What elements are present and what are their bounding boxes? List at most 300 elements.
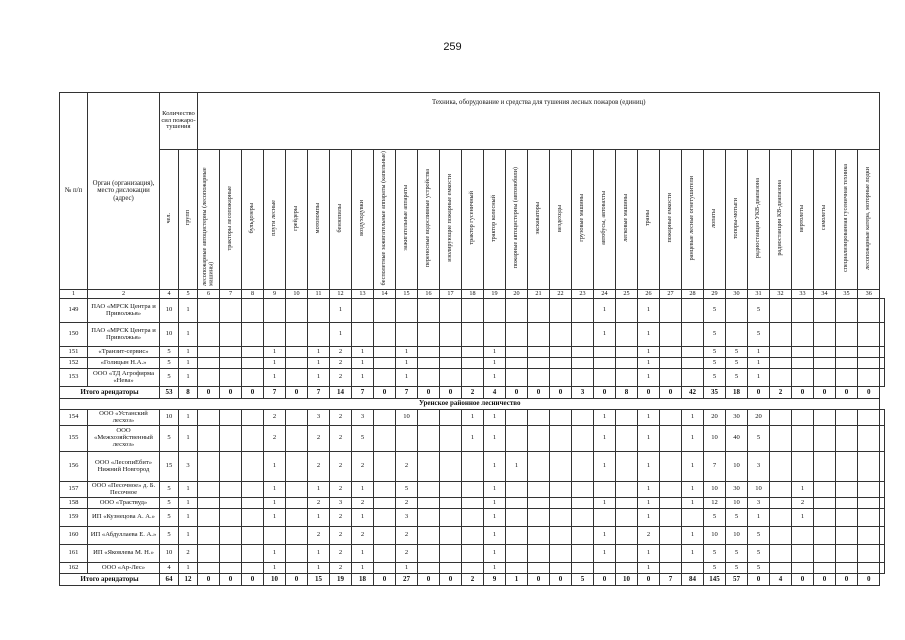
table-cell bbox=[550, 509, 572, 527]
table-cell bbox=[814, 358, 836, 369]
organization-name: ООО «Межхозяйственный лесхоз» bbox=[88, 426, 160, 452]
table-cell bbox=[242, 545, 264, 563]
header-equipment-col: радиостанции КВ-диапазона bbox=[770, 150, 792, 290]
total-cell: 0 bbox=[418, 574, 440, 586]
table-cell bbox=[418, 299, 440, 323]
table-cell: 2 bbox=[330, 426, 352, 452]
table-cell: 1 bbox=[638, 299, 660, 323]
table-cell bbox=[814, 527, 836, 545]
row-number: 149 bbox=[60, 299, 88, 323]
table-cell bbox=[242, 452, 264, 482]
table-cell bbox=[440, 358, 462, 369]
table-row bbox=[60, 482, 885, 498]
table-cell bbox=[792, 527, 814, 545]
table-cell bbox=[770, 527, 792, 545]
table-cell: 2 bbox=[308, 452, 330, 482]
total-cell: 9 bbox=[484, 574, 506, 586]
table-cell bbox=[550, 323, 572, 347]
table-cell: 2 bbox=[330, 482, 352, 498]
header-equipment-col: зажигательные аппараты bbox=[396, 150, 418, 290]
total-cell: 7 bbox=[660, 574, 682, 586]
table-cell bbox=[506, 323, 528, 347]
table-cell: 2 bbox=[792, 498, 814, 509]
section-title: Уренское районное лесничество bbox=[60, 399, 880, 410]
table-cell bbox=[792, 452, 814, 482]
total-cell: 8 bbox=[616, 387, 638, 399]
table-cell bbox=[572, 347, 594, 358]
column-number: 25 bbox=[616, 290, 638, 299]
table-cell bbox=[572, 563, 594, 574]
table-cell bbox=[528, 527, 550, 545]
table-cell: 2 bbox=[330, 527, 352, 545]
table-cell: 5 bbox=[726, 369, 748, 387]
column-number: 31 bbox=[748, 290, 770, 299]
header-equipment-col: пожарные емкости bbox=[660, 150, 682, 290]
total-cell: 0 bbox=[198, 574, 220, 586]
table-cell bbox=[440, 509, 462, 527]
table-cell: 10 bbox=[704, 482, 726, 498]
total-cell: 2 bbox=[462, 387, 484, 399]
table-cell bbox=[594, 347, 616, 358]
table-cell: 1 bbox=[264, 369, 286, 387]
table-cell bbox=[374, 545, 396, 563]
table-cell bbox=[528, 369, 550, 387]
row-number: 150 bbox=[60, 323, 88, 347]
table-cell bbox=[880, 410, 885, 426]
total-cell: 0 bbox=[528, 574, 550, 586]
table-cell bbox=[814, 323, 836, 347]
total-cell: 0 bbox=[748, 387, 770, 399]
table-cell bbox=[682, 323, 704, 347]
header-equipment-col: изолирующие пожарные емкости bbox=[440, 150, 462, 290]
table-cell bbox=[616, 498, 638, 509]
table-cell: 1 bbox=[484, 498, 506, 509]
total-cell: 0 bbox=[858, 387, 880, 399]
table-cell bbox=[792, 299, 814, 323]
column-number: 7 bbox=[220, 290, 242, 299]
total-cell: 0 bbox=[440, 387, 462, 399]
table-cell bbox=[396, 299, 418, 323]
table-cell bbox=[660, 299, 682, 323]
header-equipment-col: вертолеты bbox=[792, 150, 814, 290]
table-cell: 1 bbox=[638, 482, 660, 498]
table-cell bbox=[814, 482, 836, 498]
column-number: 11 bbox=[308, 290, 330, 299]
table-cell bbox=[286, 509, 308, 527]
table-cell bbox=[836, 323, 858, 347]
table-cell bbox=[682, 369, 704, 387]
table-cell: 1 bbox=[638, 426, 660, 452]
table-cell bbox=[418, 369, 440, 387]
table-cell: 1 bbox=[308, 369, 330, 387]
table-cell bbox=[506, 358, 528, 369]
header-equipment: Техника, оборудование и средства для тушения лесных пожаров (единиц) bbox=[198, 93, 880, 150]
header-equipment-col: лесопожарные автоцистерны (лесопожарные машины) bbox=[198, 150, 220, 290]
table-cell: 2 bbox=[396, 452, 418, 482]
table-cell bbox=[528, 299, 550, 323]
table-cell bbox=[198, 498, 220, 509]
table-cell bbox=[814, 545, 836, 563]
table-cell bbox=[550, 369, 572, 387]
header-equipment-col: мотопомпы bbox=[308, 150, 330, 290]
table-cell bbox=[550, 545, 572, 563]
total-cell: 4 bbox=[770, 574, 792, 586]
table-cell: 5 bbox=[726, 509, 748, 527]
organization-name: «Транзит-сервис» bbox=[88, 347, 160, 358]
table-cell bbox=[418, 498, 440, 509]
column-number: 29 bbox=[704, 290, 726, 299]
table-cell: 1 bbox=[396, 358, 418, 369]
table-cell: 1 bbox=[594, 323, 616, 347]
table-cell bbox=[814, 452, 836, 482]
table-cell: 2 bbox=[396, 527, 418, 545]
table-cell: 2 bbox=[264, 410, 286, 426]
total-row bbox=[60, 387, 885, 399]
header-equipment-col: радиостанции УКВ-диапазона bbox=[748, 150, 770, 290]
table-cell: 5 bbox=[726, 347, 748, 358]
table-cell bbox=[792, 369, 814, 387]
table-cell: 1 bbox=[506, 452, 528, 482]
table-cell: 1 bbox=[179, 299, 198, 323]
table-cell: 10 bbox=[704, 426, 726, 452]
header-qty-sub: чел. bbox=[160, 150, 179, 290]
table-cell: 2 bbox=[330, 410, 352, 426]
table-cell: 1 bbox=[264, 452, 286, 482]
total-cell: 0 bbox=[374, 387, 396, 399]
table-cell bbox=[616, 452, 638, 482]
table-cell bbox=[616, 299, 638, 323]
table-cell bbox=[770, 563, 792, 574]
table-cell bbox=[308, 323, 330, 347]
table-cell bbox=[858, 509, 880, 527]
row-number: 159 bbox=[60, 509, 88, 527]
table-cell: 20 bbox=[748, 410, 770, 426]
table-cell bbox=[616, 358, 638, 369]
table-cell bbox=[462, 482, 484, 498]
total-cell: 0 bbox=[836, 574, 858, 586]
table-cell bbox=[286, 482, 308, 498]
table-cell: 1 bbox=[638, 369, 660, 387]
table-row bbox=[60, 347, 885, 358]
table-cell bbox=[418, 410, 440, 426]
total-cell: 0 bbox=[440, 574, 462, 586]
table-cell: 1 bbox=[594, 545, 616, 563]
table-cell bbox=[616, 410, 638, 426]
table-cell bbox=[660, 563, 682, 574]
table-cell bbox=[550, 482, 572, 498]
table-cell bbox=[308, 299, 330, 323]
column-number: 34 bbox=[814, 290, 836, 299]
total-cell: 19 bbox=[330, 574, 352, 586]
total-cell: 1 bbox=[506, 574, 528, 586]
column-number: 14 bbox=[374, 290, 396, 299]
column-number: 36 bbox=[858, 290, 880, 299]
table-cell bbox=[572, 527, 594, 545]
table-cell: 3 bbox=[748, 452, 770, 482]
total-cell: 12 bbox=[179, 574, 198, 586]
table-cell bbox=[660, 358, 682, 369]
table-cell bbox=[836, 498, 858, 509]
column-number: 23 bbox=[572, 290, 594, 299]
header-equipment-col: пожарные автоцистерны (автомобили) bbox=[506, 150, 528, 290]
table-cell bbox=[550, 358, 572, 369]
table-cell bbox=[836, 426, 858, 452]
table-cell bbox=[198, 563, 220, 574]
table-cell bbox=[374, 323, 396, 347]
table-cell: 3 bbox=[748, 498, 770, 509]
column-number: 27 bbox=[660, 290, 682, 299]
table-cell bbox=[792, 323, 814, 347]
column-number: 33 bbox=[792, 290, 814, 299]
table-cell bbox=[440, 527, 462, 545]
table-cell bbox=[792, 563, 814, 574]
table-cell bbox=[418, 482, 440, 498]
total-cell: 0 bbox=[660, 387, 682, 399]
table-cell bbox=[572, 452, 594, 482]
table-cell: 2 bbox=[352, 498, 374, 509]
total-label: Итого арендаторы bbox=[60, 387, 160, 399]
total-label: Итого арендаторы bbox=[60, 574, 160, 586]
table-cell: 5 bbox=[726, 545, 748, 563]
total-cell: 10 bbox=[264, 574, 286, 586]
table-cell bbox=[506, 498, 528, 509]
table-cell bbox=[528, 563, 550, 574]
header-organization: Орган (организация), место дислокации (адрес) bbox=[88, 93, 160, 290]
table-cell: 1 bbox=[396, 347, 418, 358]
header-equipment-col: бензопилы bbox=[330, 150, 352, 290]
header-equipment-col: лопаты bbox=[704, 150, 726, 290]
table-cell: 4 bbox=[160, 563, 179, 574]
page-number: 259 bbox=[443, 41, 462, 53]
table-cell: 10 bbox=[160, 410, 179, 426]
table-cell bbox=[616, 509, 638, 527]
table-cell bbox=[462, 563, 484, 574]
table-cell: 5 bbox=[160, 347, 179, 358]
table-cell: 1 bbox=[179, 410, 198, 426]
table-cell bbox=[352, 323, 374, 347]
table-cell: 2 bbox=[396, 498, 418, 509]
row-number: 162 bbox=[60, 563, 88, 574]
table-cell bbox=[682, 358, 704, 369]
table-cell: 1 bbox=[638, 452, 660, 482]
table-cell bbox=[242, 498, 264, 509]
table-cell bbox=[594, 358, 616, 369]
table-cell: 1 bbox=[264, 482, 286, 498]
header-qty-sub: групп bbox=[179, 150, 198, 290]
table-cell bbox=[198, 527, 220, 545]
table-cell bbox=[836, 299, 858, 323]
table-row bbox=[60, 452, 885, 482]
total-cell: 7 bbox=[396, 387, 418, 399]
total-cell: 3 bbox=[572, 387, 594, 399]
table-cell: 5 bbox=[160, 482, 179, 498]
column-number: 21 bbox=[528, 290, 550, 299]
table-cell bbox=[286, 323, 308, 347]
table-cell bbox=[418, 347, 440, 358]
table-cell bbox=[528, 347, 550, 358]
table-row bbox=[60, 358, 885, 369]
table-cell bbox=[374, 498, 396, 509]
table-cell bbox=[462, 347, 484, 358]
table-cell: 5 bbox=[704, 358, 726, 369]
organization-name: ИП «Яковлева М. Н.» bbox=[88, 545, 160, 563]
table-cell bbox=[572, 482, 594, 498]
table-cell bbox=[858, 347, 880, 358]
organization-name: ООО «Ар-Лес» bbox=[88, 563, 160, 574]
table-cell bbox=[858, 323, 880, 347]
column-number: 2 bbox=[88, 290, 160, 299]
table-cell bbox=[836, 482, 858, 498]
table-cell: 1 bbox=[308, 563, 330, 574]
table-cell bbox=[242, 426, 264, 452]
table-cell: 1 bbox=[308, 347, 330, 358]
column-number: 1 bbox=[60, 290, 88, 299]
table-cell bbox=[198, 452, 220, 482]
table-cell bbox=[440, 410, 462, 426]
table-cell bbox=[506, 426, 528, 452]
table-cell: 3 bbox=[330, 498, 352, 509]
table-cell: 1 bbox=[594, 410, 616, 426]
table-cell: 2 bbox=[179, 545, 198, 563]
table-cell bbox=[550, 299, 572, 323]
table-cell bbox=[660, 498, 682, 509]
total-cell: 53 bbox=[160, 387, 179, 399]
table-cell bbox=[770, 347, 792, 358]
table-cell bbox=[374, 452, 396, 482]
organization-name: ООО «Песочное» д. Б. Песочное bbox=[88, 482, 160, 498]
table-cell: 1 bbox=[352, 482, 374, 498]
table-cell: 1 bbox=[179, 527, 198, 545]
column-number: 8 bbox=[242, 290, 264, 299]
table-cell bbox=[770, 426, 792, 452]
table-cell: 2 bbox=[352, 527, 374, 545]
table-cell: 1 bbox=[594, 498, 616, 509]
table-cell bbox=[374, 509, 396, 527]
table-cell bbox=[858, 482, 880, 498]
table-cell bbox=[660, 369, 682, 387]
total-cell: 0 bbox=[792, 574, 814, 586]
table-cell bbox=[462, 509, 484, 527]
header-equipment-col: вездеходы bbox=[550, 150, 572, 290]
table-cell bbox=[374, 369, 396, 387]
table-cell bbox=[396, 426, 418, 452]
header-equipment-col: трактор колесный bbox=[484, 150, 506, 290]
table-cell: 1 bbox=[638, 509, 660, 527]
column-number: 5 bbox=[179, 290, 198, 299]
table-cell bbox=[858, 410, 880, 426]
table-cell bbox=[858, 299, 880, 323]
table-cell bbox=[660, 347, 682, 358]
column-number: 35 bbox=[836, 290, 858, 299]
table-cell: 1 bbox=[594, 299, 616, 323]
table-cell bbox=[286, 369, 308, 387]
table-cell: 1 bbox=[330, 299, 352, 323]
table-cell: 1 bbox=[748, 358, 770, 369]
table-cell bbox=[858, 426, 880, 452]
table-cell: 2 bbox=[330, 545, 352, 563]
table-cell bbox=[374, 426, 396, 452]
table-cell bbox=[770, 369, 792, 387]
table-cell bbox=[198, 358, 220, 369]
table-cell bbox=[286, 452, 308, 482]
table-cell bbox=[682, 563, 704, 574]
table-cell: 1 bbox=[484, 369, 506, 387]
table-cell: 1 bbox=[484, 482, 506, 498]
table-cell: 5 bbox=[704, 563, 726, 574]
table-cell bbox=[506, 369, 528, 387]
table-cell bbox=[374, 410, 396, 426]
row-number: 154 bbox=[60, 410, 88, 426]
table-cell bbox=[220, 498, 242, 509]
table-cell bbox=[572, 410, 594, 426]
table-cell: 30 bbox=[726, 410, 748, 426]
table-cell bbox=[836, 563, 858, 574]
table-cell bbox=[616, 482, 638, 498]
table-cell bbox=[858, 563, 880, 574]
table-cell bbox=[616, 426, 638, 452]
table-cell: 10 bbox=[160, 299, 179, 323]
table-cell: 1 bbox=[748, 369, 770, 387]
table-cell bbox=[286, 299, 308, 323]
table-cell bbox=[484, 323, 506, 347]
column-number: 16 bbox=[418, 290, 440, 299]
table-cell bbox=[528, 498, 550, 509]
total-cell: 0 bbox=[638, 574, 660, 586]
table-cell bbox=[198, 299, 220, 323]
table-cell bbox=[792, 426, 814, 452]
total-row bbox=[60, 574, 885, 586]
column-number: 24 bbox=[594, 290, 616, 299]
total-cell: 64 bbox=[160, 574, 179, 586]
table-row bbox=[60, 299, 885, 323]
table-cell bbox=[660, 452, 682, 482]
table-row bbox=[60, 426, 885, 452]
table-cell bbox=[836, 452, 858, 482]
total-cell: 0 bbox=[220, 387, 242, 399]
table-cell: 1 bbox=[264, 358, 286, 369]
table-cell bbox=[792, 347, 814, 358]
table-cell: 1 bbox=[179, 426, 198, 452]
table-cell bbox=[572, 509, 594, 527]
table-cell: 1 bbox=[484, 347, 506, 358]
column-number: 4 bbox=[160, 290, 179, 299]
column-number: 20 bbox=[506, 290, 528, 299]
table-cell bbox=[880, 563, 885, 574]
total-cell: 2 bbox=[462, 574, 484, 586]
table-cell bbox=[880, 358, 885, 369]
table-cell bbox=[616, 563, 638, 574]
table-cell bbox=[792, 410, 814, 426]
table-cell: 2 bbox=[264, 426, 286, 452]
table-cell bbox=[880, 482, 885, 498]
table-cell: 10 bbox=[160, 323, 179, 347]
table-cell: 1 bbox=[682, 452, 704, 482]
table-cell bbox=[770, 410, 792, 426]
table-cell bbox=[616, 527, 638, 545]
total-cell: 0 bbox=[198, 387, 220, 399]
total-cell: 8 bbox=[179, 387, 198, 399]
table-cell: 1 bbox=[308, 509, 330, 527]
table-cell: 1 bbox=[352, 369, 374, 387]
column-number: 9 bbox=[264, 290, 286, 299]
table-cell bbox=[418, 452, 440, 482]
table-cell bbox=[880, 323, 885, 347]
table-cell: 1 bbox=[484, 527, 506, 545]
table-cell bbox=[506, 527, 528, 545]
table-cell bbox=[660, 426, 682, 452]
total-cell: 4 bbox=[484, 387, 506, 399]
table-cell bbox=[220, 410, 242, 426]
